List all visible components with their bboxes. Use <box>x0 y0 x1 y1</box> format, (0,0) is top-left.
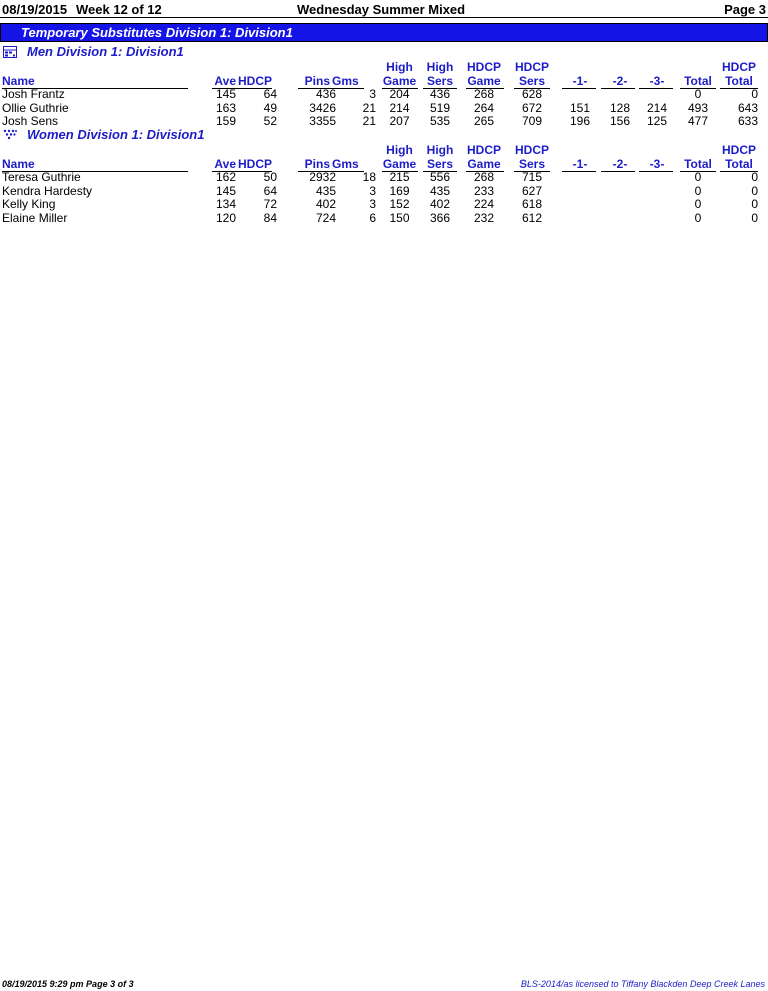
cell-hdg: 264 <box>473 100 495 115</box>
cell-hdg: 265 <box>473 114 495 128</box>
cell-g1: 151 <box>569 100 591 115</box>
section-banner <box>0 23 768 42</box>
table-row <box>0 102 768 115</box>
cell-hdg: 232 <box>473 210 495 225</box>
cell-hg: 214 <box>389 100 410 115</box>
page-number: Page 3 <box>724 2 766 17</box>
cell-total: 0 <box>694 170 702 184</box>
bowler-name: Ollie Guthrie <box>2 100 69 115</box>
column-header-hdcp-game: HDCP Game <box>466 143 501 171</box>
column-header-game-3: -3- <box>649 157 665 171</box>
cell-hds: 612 <box>521 210 543 225</box>
bowler-name: Elaine Miller <box>2 210 68 225</box>
column-header-high-game: High Game <box>382 143 417 171</box>
cell-ave: 134 <box>215 197 236 211</box>
column-header-gms: Gms <box>332 74 359 88</box>
column-header-game-1: -1- <box>572 157 588 171</box>
cell-hg: 215 <box>389 170 410 184</box>
report-header <box>0 0 768 18</box>
banner-title: Temporary Substitutes Division 1: Division1 <box>21 25 293 40</box>
cell-total: 0 <box>694 87 702 101</box>
cell-gms: 18 <box>362 170 376 184</box>
table-row <box>0 212 768 225</box>
column-header-total: Total <box>684 74 712 88</box>
cell-htotal: 0 <box>751 87 758 101</box>
column-header-name: Name <box>2 157 35 171</box>
cell-gms: 6 <box>369 210 376 225</box>
cell-htotal: 633 <box>737 114 758 128</box>
section-title-text: Men Division 1: Division1 <box>27 44 184 59</box>
cell-ave: 163 <box>215 100 236 115</box>
cell-htotal: 0 <box>751 210 758 225</box>
column-header-pins: Pins <box>304 74 330 88</box>
column-header-hdcp-sers: HDCP Sers <box>514 143 549 171</box>
column-header-hdcp-total: HDCP Total <box>721 143 756 171</box>
cell-gms: 3 <box>369 183 376 198</box>
cell-pins: 3355 <box>309 114 336 128</box>
column-header-pins: Pins <box>304 157 330 171</box>
cell-pins: 436 <box>315 87 336 101</box>
cell-pins: 3426 <box>309 100 336 115</box>
cell-hg: 152 <box>389 197 410 211</box>
column-header-gms: Gms <box>332 157 359 171</box>
cell-htotal: 0 <box>751 183 758 198</box>
cell-ave: 159 <box>215 114 236 128</box>
cell-gms: 21 <box>362 114 376 128</box>
cell-hg: 150 <box>389 210 410 225</box>
cell-ave: 120 <box>215 210 236 225</box>
cell-g2: 156 <box>609 114 631 128</box>
cell-pins: 724 <box>315 210 336 225</box>
cell-hs: 556 <box>429 170 451 184</box>
column-header-hdcp-game: HDCP Game <box>466 60 501 88</box>
cell-hs: 519 <box>429 100 451 115</box>
column-header-game-3: -3- <box>649 74 665 88</box>
table-row <box>0 198 768 211</box>
cell-gms: 21 <box>362 100 376 115</box>
cell-hdg: 268 <box>473 87 495 101</box>
column-header-hdcp-total: HDCP Total <box>721 60 756 88</box>
cell-hdcp: 50 <box>263 170 277 184</box>
column-header-hdcp: HDCP <box>238 74 273 88</box>
cell-hds: 628 <box>521 87 543 101</box>
column-header-ave: Ave <box>214 74 236 88</box>
cell-g3: 125 <box>646 114 668 128</box>
column-header-game-2: -2- <box>612 74 628 88</box>
table-row <box>0 171 768 184</box>
table-row <box>0 185 768 198</box>
cell-hdcp: 52 <box>263 114 277 128</box>
cell-ave: 145 <box>215 87 236 101</box>
cell-htotal: 0 <box>751 170 758 184</box>
column-header-game-2: -2- <box>612 157 628 171</box>
cell-hs: 435 <box>429 183 451 198</box>
cell-hs: 535 <box>429 114 451 128</box>
cell-hg: 169 <box>389 183 410 198</box>
cell-hdg: 233 <box>473 183 495 198</box>
cell-ave: 162 <box>215 170 236 184</box>
cell-total: 477 <box>687 114 709 128</box>
cell-hdcp: 72 <box>263 197 277 211</box>
report-week: Week 12 of 12 <box>76 2 162 17</box>
column-header-ave: Ave <box>214 157 236 171</box>
cell-hdcp: 64 <box>263 87 277 101</box>
cell-hg: 204 <box>389 87 410 101</box>
league-name: Wednesday Summer Mixed <box>297 2 466 17</box>
section-title <box>0 127 300 143</box>
cell-hds: 618 <box>521 197 543 211</box>
bowler-name: Kelly King <box>2 197 56 211</box>
cell-hds: 715 <box>521 170 543 184</box>
table-row <box>0 88 768 101</box>
report-date: 08/19/2015 <box>2 2 68 17</box>
section-title <box>0 44 300 60</box>
bowler-name: Teresa Guthrie <box>2 170 81 184</box>
cell-hds: 672 <box>521 100 543 115</box>
column-header-name: Name <box>2 74 35 88</box>
cell-pins: 402 <box>315 197 336 211</box>
cell-hds: 709 <box>521 114 543 128</box>
cell-htotal: 643 <box>737 100 758 115</box>
bowler-name: Josh Frantz <box>2 87 65 101</box>
cell-pins: 2932 <box>309 170 336 184</box>
footer-timestamp: 08/19/2015 9:29 pm Page 3 of 3 <box>2 979 134 989</box>
footer-license: BLS-2014/as licensed to Tiffany Blackden Deep Creek Lanes <box>520 979 765 989</box>
column-header-high-game: High Game <box>382 60 417 88</box>
column-header-hdcp-sers: HDCP Sers <box>514 60 549 88</box>
bowler-name: Josh Sens <box>2 114 59 128</box>
column-header-total: Total <box>684 157 712 171</box>
cell-ave: 145 <box>215 183 236 198</box>
cell-hs: 366 <box>429 210 451 225</box>
cell-hs: 436 <box>429 87 451 101</box>
column-header-high-sers: High Sers <box>426 60 454 88</box>
cell-hdcp: 84 <box>263 210 277 225</box>
cell-total: 0 <box>694 210 702 225</box>
cell-hdg: 224 <box>473 197 495 211</box>
cell-total: 0 <box>694 197 702 211</box>
column-header-game-1: -1- <box>572 74 588 88</box>
cell-hs: 402 <box>429 197 451 211</box>
cell-g2: 128 <box>609 100 631 115</box>
section-title-text: Women Division 1: Division1 <box>27 127 205 142</box>
cell-pins: 435 <box>315 183 336 198</box>
women-roster-icon <box>3 128 17 140</box>
men-roster-icon <box>3 45 17 57</box>
cell-gms: 3 <box>369 197 376 211</box>
cell-gms: 3 <box>369 87 376 101</box>
cell-hg: 207 <box>389 114 410 128</box>
cell-g3: 214 <box>646 100 668 115</box>
cell-htotal: 0 <box>751 197 758 211</box>
column-header-hdcp: HDCP <box>238 157 273 171</box>
column-header-high-sers: High Sers <box>426 143 454 171</box>
header-divider <box>0 17 768 18</box>
cell-hdg: 268 <box>473 170 495 184</box>
bowler-name: Kendra Hardesty <box>2 183 93 198</box>
cell-g1: 196 <box>569 114 591 128</box>
cell-hds: 627 <box>521 183 543 198</box>
cell-hdcp: 64 <box>263 183 277 198</box>
cell-hdcp: 49 <box>263 100 277 115</box>
cell-total: 493 <box>687 100 709 115</box>
cell-total: 0 <box>694 183 702 198</box>
